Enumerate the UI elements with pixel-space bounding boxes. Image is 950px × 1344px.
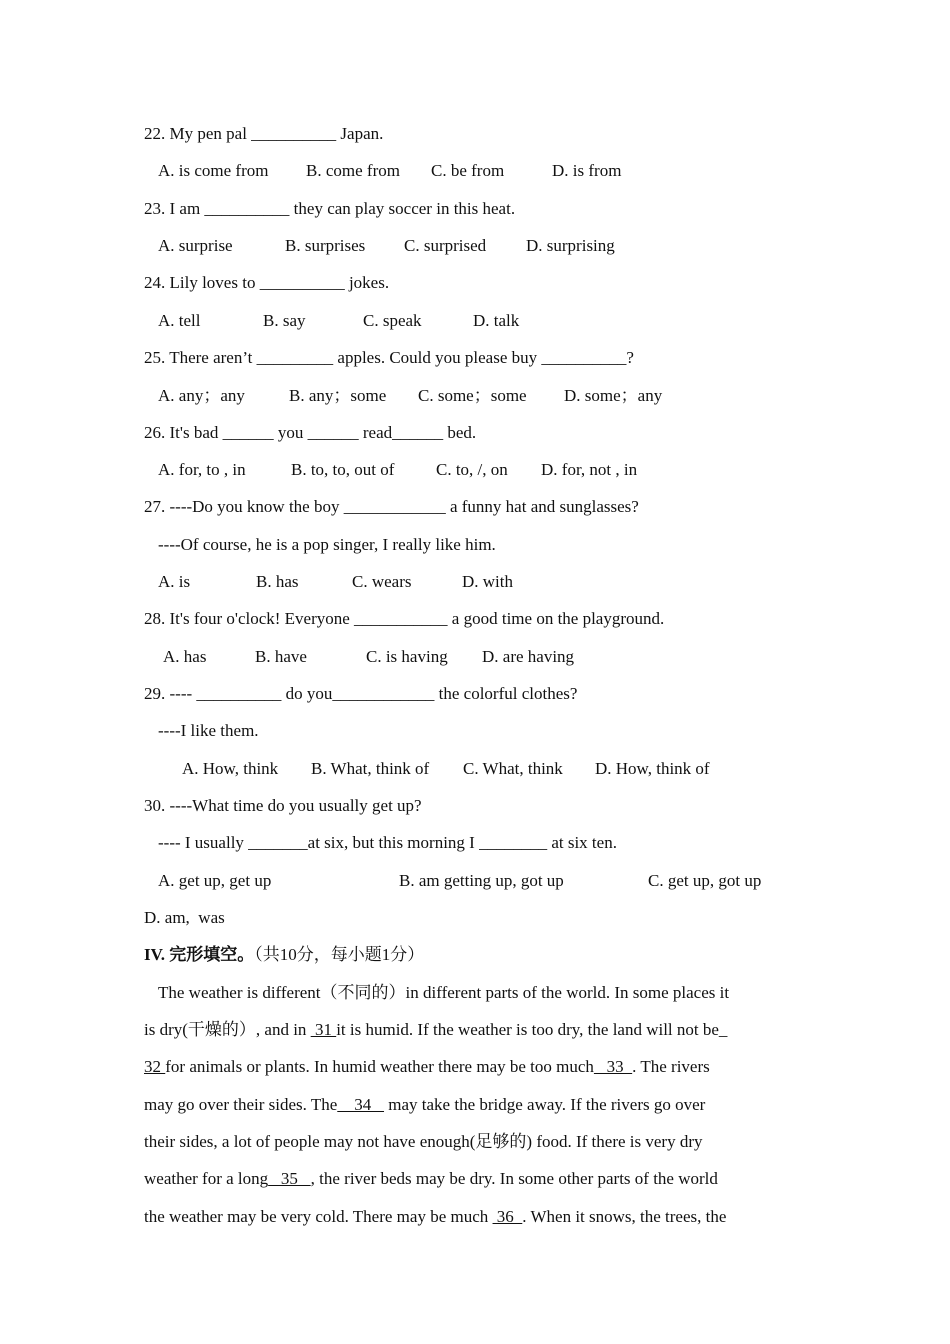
blank-35: 35 <box>268 1169 311 1188</box>
q30-option-c: C. get up, got up <box>648 871 762 890</box>
question-22-stem: 22. My pen pal __________ Japan. <box>144 124 384 143</box>
q29-option-b: B. What, think of <box>311 759 430 778</box>
passage-line-2 <box>144 1019 727 1041</box>
q23-option-d: D. surprising <box>526 236 615 255</box>
passage-text: for animals or plants. In humid weather there may be too much <box>165 1057 594 1076</box>
q24-option-b: B. say <box>263 311 306 330</box>
passage-text: . When it snows, the trees, the <box>522 1207 727 1226</box>
section-4-title: IV. 完形填空。 <box>144 945 255 964</box>
q23-option-c: C. surprised <box>404 236 487 255</box>
question-23-stem: 23. I am __________ they can play soccer in this heat. <box>144 199 516 218</box>
passage-text: may go over their sides. The <box>144 1095 338 1114</box>
blank-33: 33 <box>593 1057 633 1076</box>
question-25-stem: 25. There aren’t _________ apples. Could you please buy __________? <box>144 348 634 367</box>
q27-option-d: D. with <box>462 572 513 591</box>
q26-option-a: A. for, to , in <box>158 460 246 479</box>
q22-option-b: B. come from <box>306 161 400 180</box>
section-4-score-note: （共10分，每小题1分） <box>254 945 425 964</box>
section-4-heading <box>144 944 424 966</box>
question-28-stem: 28. It's four o'clock! Everyone ___________ a good time on the playground. <box>144 609 665 628</box>
q24-option-d: D. talk <box>473 311 520 330</box>
question-29-stem: 29. ---- __________ do you____________ the colorful clothes? <box>144 684 578 703</box>
q28-option-d: D. are having <box>482 647 575 666</box>
passage-text: weather for a long <box>144 1169 269 1188</box>
passage-text: it is humid. If the weather is too dry, the land will not be_ <box>336 1020 728 1039</box>
q26-option-b: B. to, to, out of <box>291 460 395 479</box>
question-27-reply: ----Of course, he is a pop singer, I really like him. <box>158 535 496 554</box>
passage-line-6 <box>144 1168 718 1190</box>
q29-option-c: C. What, think <box>463 759 563 778</box>
q29-option-a: A. How, think <box>182 759 279 778</box>
q25-option-a: A. any；any <box>158 386 245 405</box>
q28-option-c: C. is having <box>366 647 448 666</box>
blank-34: 34 <box>337 1095 385 1114</box>
passage-line-5: their sides, a lot of people may not have enough(足够的) food. If there is very dry <box>144 1132 703 1151</box>
blank-36: 36 <box>492 1207 523 1226</box>
q25-option-c: C. some；some <box>418 386 527 405</box>
question-30-reply: ---- I usually _______at six, but this morning I ________ at six ten. <box>158 833 617 852</box>
q22-option-c: C. be from <box>431 161 505 180</box>
passage-text: may take the bridge away. If the rivers go over <box>384 1095 706 1114</box>
q30-option-d: D. am, was <box>144 908 225 927</box>
passage-text: is dry(干燥的）, and in <box>144 1020 311 1039</box>
q27-option-a: A. is <box>158 572 191 591</box>
question-30-stem: 30. ----What time do you usually get up? <box>144 796 422 815</box>
passage-text: . The rivers <box>632 1057 710 1076</box>
blank-31: 31 <box>310 1020 337 1039</box>
q24-option-c: C. speak <box>363 311 422 330</box>
passage-line-3 <box>144 1056 710 1078</box>
q26-option-d: D. for, not , in <box>541 460 638 479</box>
passage-line-7 <box>144 1206 726 1228</box>
blank-32: 32 <box>144 1057 166 1076</box>
q30-option-b: B. am getting up, got up <box>399 871 564 890</box>
q24-option-a: A. tell <box>158 311 201 330</box>
passage-text: the weather may be very cold. There may be much <box>144 1207 493 1226</box>
q27-option-b: B. has <box>256 572 299 591</box>
passage-line-1: The weather is different（不同的）in different parts of the world. In some places it <box>158 983 730 1002</box>
question-27-stem: 27. ----Do you know the boy ____________ a funny hat and sunglasses? <box>144 497 639 516</box>
q29-option-d: D. How, think of <box>595 759 710 778</box>
question-26-stem: 26. It's bad ______ you ______ read______ bed. <box>144 423 477 442</box>
question-24-stem: 24. Lily loves to __________ jokes. <box>144 273 390 292</box>
question-29-reply: ----I like them. <box>158 721 259 740</box>
q30-option-a: A. get up, get up <box>158 871 272 890</box>
q26-option-c: C. to, /, on <box>436 460 508 479</box>
q23-option-a: A. surprise <box>158 236 233 255</box>
q25-option-d: D. some；any <box>564 386 663 405</box>
q22-option-a: A. is come from <box>158 161 269 180</box>
passage-line-4 <box>144 1094 705 1116</box>
q22-option-d: D. is from <box>552 161 622 180</box>
passage-text: , the river beds may be dry. In some other parts of the world <box>310 1169 718 1188</box>
q28-option-b: B. have <box>255 647 307 666</box>
q27-option-c: C. wears <box>352 572 412 591</box>
q28-option-a: A. has <box>163 647 207 666</box>
q23-option-b: B. surprises <box>285 236 366 255</box>
q25-option-b: B. any；some <box>289 386 387 405</box>
